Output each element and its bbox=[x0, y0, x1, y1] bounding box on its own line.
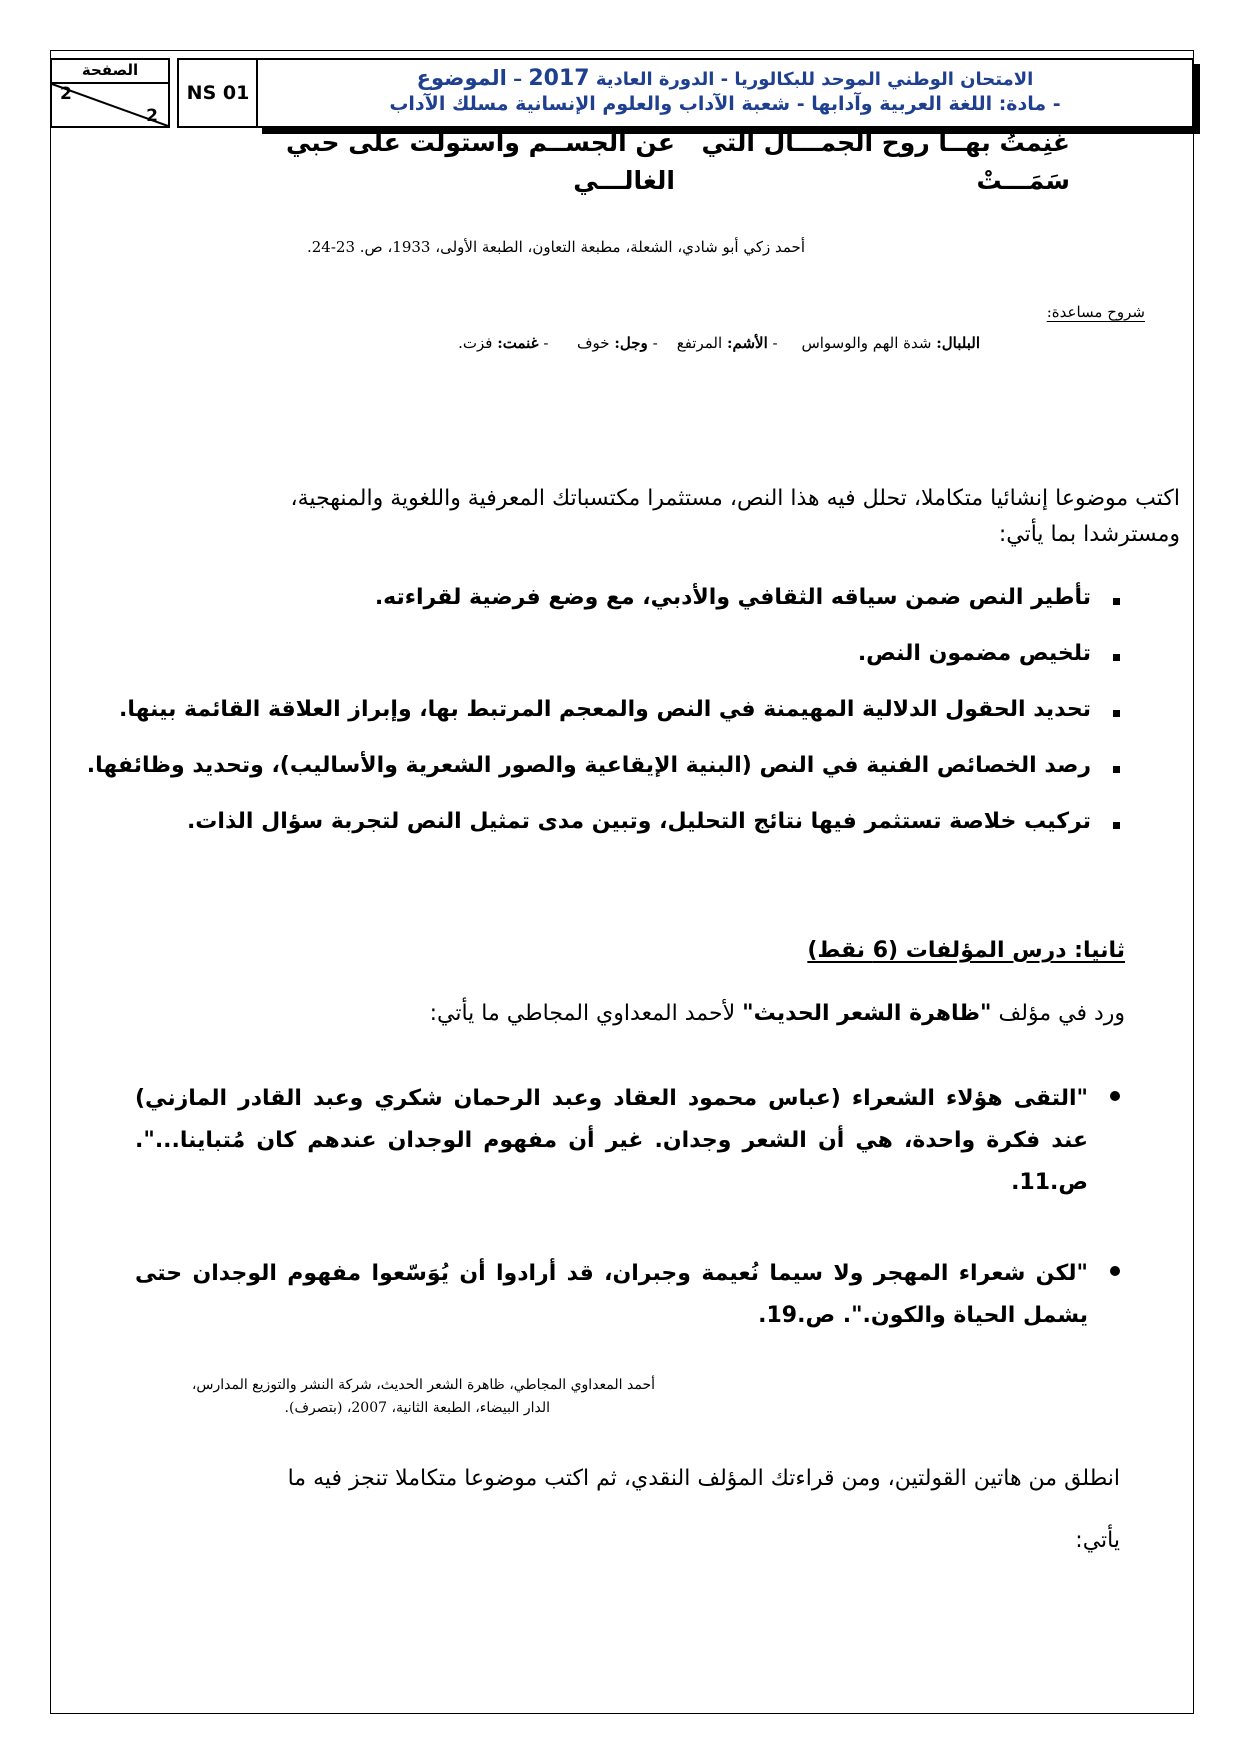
verse-right-end: سَمَـــتْ bbox=[976, 166, 1070, 195]
page-label: الصفحة bbox=[81, 61, 139, 79]
task-text: تأطير النص ضمن سياقه الثقافي والأدبي، مع وضع فرضية لقراءته. bbox=[374, 585, 1091, 610]
square-bullet-icon bbox=[1113, 598, 1120, 605]
glossary-term: وجل: bbox=[614, 334, 648, 352]
task-list bbox=[60, 585, 1120, 865]
page-total: 2 bbox=[60, 84, 72, 104]
glossary-def: خوف bbox=[577, 334, 610, 352]
reference-line2: الدار البيضاء، الطبعة الثانية، 2007، (بتصرف). bbox=[284, 1400, 550, 1416]
exam-code: NS 01 bbox=[177, 58, 259, 128]
round-bullet-icon bbox=[1110, 1091, 1120, 1101]
page-number-box bbox=[50, 58, 170, 128]
exam-year: 2017 bbox=[528, 66, 590, 91]
exam-title-prefix: الامتحان الوطني الموحد للبكالوريا - الدورة العادية bbox=[595, 69, 1034, 90]
quote-item bbox=[135, 1078, 1120, 1204]
glossary-separator: - bbox=[652, 334, 658, 352]
square-bullet-icon bbox=[1113, 654, 1120, 661]
list-item bbox=[60, 697, 1120, 753]
glossary-term: الأشم: bbox=[726, 334, 768, 352]
list-item bbox=[60, 753, 1120, 809]
glossary-term: غنمت: bbox=[497, 334, 539, 352]
quote-text: "لكن شعراء المهجر ولا سيما نُعيمة وجبران، قد أرادوا أن يُوَسّعوا مفهوم الوجدان حتى يشمل الحياة والكون.". ص.19. bbox=[135, 1261, 1088, 1328]
square-bullet-icon bbox=[1113, 710, 1120, 717]
poem-source: أحمد زكي أبو شادي، الشعلة، مطبعة التعاون، الطبعة الأولى، 1933، ص. 23-24. bbox=[306, 238, 805, 256]
instructions-line1: اكتب موضوعا إنشائيا متكاملا، تحلل فيه هذا النص، مستثمرا مكتسباتك المعرفية واللغوية والمنهجية، bbox=[290, 486, 1180, 511]
glossary-def: فزت. bbox=[458, 334, 493, 352]
task-text: تركيب خلاصة تستثمر فيها نتائج التحليل، وتبين مدى تمثيل النص لتجربة سؤال الذات. bbox=[186, 809, 1091, 834]
closing-line1: انطلق من هاتين القولتين، ومن قراءتك المؤلف النقدي، ثم اكتب موضوعا متكاملا تنجز فيه ما bbox=[287, 1466, 1120, 1491]
square-bullet-icon bbox=[1113, 766, 1120, 773]
glossary-separator: - bbox=[543, 334, 549, 352]
section2-title: ثانيا: درس المؤلفات (6 نقط) bbox=[807, 938, 1125, 963]
intro-suffix: لأحمد المعداوي المجاطي ما يأتي: bbox=[429, 1001, 736, 1026]
exam-title-separator: – bbox=[513, 69, 523, 90]
closing-line2: يأتي: bbox=[1075, 1528, 1120, 1553]
verse-left-end: الغالـــي bbox=[573, 166, 675, 195]
list-item bbox=[60, 809, 1120, 865]
round-bullet-icon bbox=[1110, 1266, 1120, 1276]
quote-text: "التقى هؤلاء الشعراء (عباس محمود العقاد وعبد الرحمان شكري وعبد القادر المازني) عند فكرة واحدة، هي أن الشعر وجدان. غير أن مفهوم الوجدان عندهم كان مُتباينا...". ص.11. bbox=[135, 1086, 1088, 1195]
exam-title-line1 bbox=[258, 66, 1192, 91]
page-current: 2 bbox=[146, 106, 158, 126]
reference-line1: أحمد المعداوي المجاطي، ظاهرة الشعر الحديث، شركة النشر والتوزيع المدارس، bbox=[191, 1377, 655, 1393]
book-title: "ظاهرة الشعر الحديث" bbox=[742, 1001, 992, 1026]
glossary-line bbox=[458, 334, 980, 352]
list-item bbox=[60, 585, 1120, 641]
instructions-line2: ومسترشدا بما يأتي: bbox=[998, 522, 1180, 547]
quote-item bbox=[135, 1253, 1120, 1337]
intro-prefix: ورد في مؤلف bbox=[998, 1001, 1125, 1026]
glossary-term: البلبال: bbox=[936, 334, 980, 352]
glossary-def: شدة الهم والوسواس bbox=[801, 334, 932, 352]
glossary-separator: - bbox=[772, 334, 778, 352]
verse-right-part: غَنِمتُ بهــا روح الجمـــال التي bbox=[701, 128, 1070, 157]
glossary-def: المرتفع bbox=[676, 334, 723, 352]
page-number-cell bbox=[52, 82, 168, 126]
glossary-title: شروح مساعدة: bbox=[1046, 303, 1145, 321]
square-bullet-icon bbox=[1113, 822, 1120, 829]
verse-left-part: عن الجســم واستولت على حبي bbox=[285, 128, 675, 157]
exam-title-box bbox=[256, 58, 1194, 128]
exam-title-line2: - مادة: اللغة العربية وآدابها - شعبة الآداب والعلوم الإنسانية مسلك الآداب bbox=[389, 93, 1061, 115]
task-text: رصد الخصائص الفنية في النص (البنية الإيقاعية والصور الشعرية والأساليب)، وتحديد وظائفها. bbox=[86, 753, 1091, 778]
section2-intro bbox=[430, 995, 1125, 1033]
exam-subject-label: الموضوع bbox=[416, 66, 507, 90]
task-text: تلخيص مضمون النص. bbox=[857, 641, 1091, 666]
list-item bbox=[60, 641, 1120, 697]
task-text: تحديد الحقول الدلالية المهيمنة في النص والمعجم المرتبط بها، وإبراز العلاقة القائمة بينها. bbox=[119, 697, 1091, 722]
